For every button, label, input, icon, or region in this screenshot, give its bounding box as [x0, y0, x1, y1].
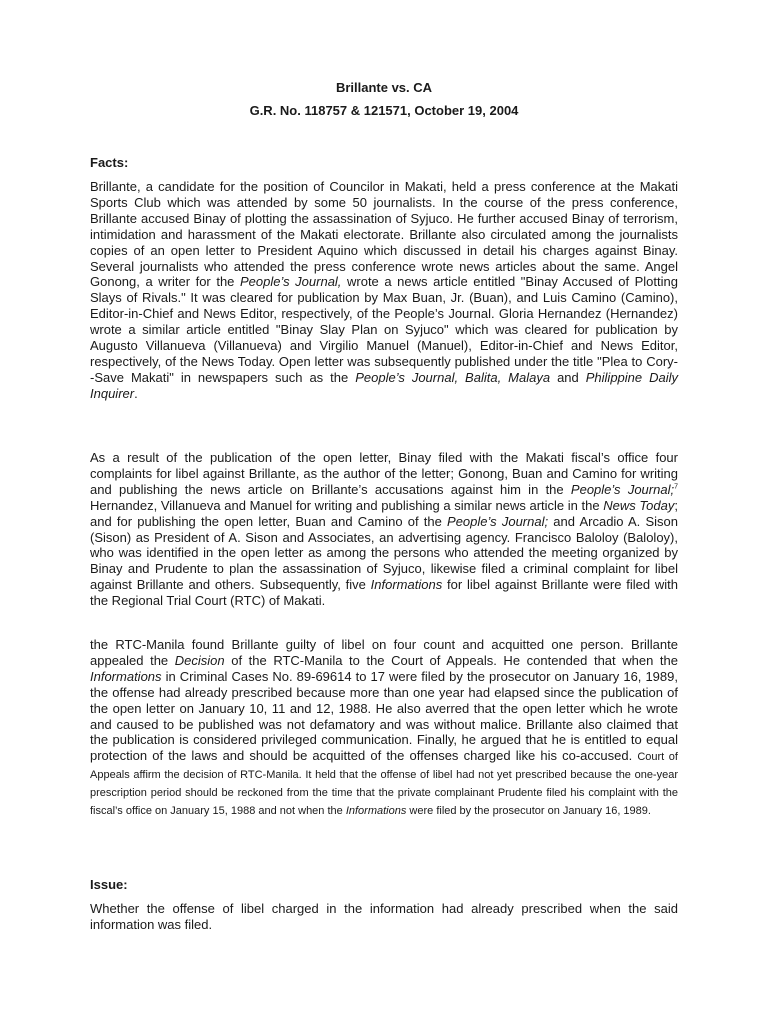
case-citation: G.R. No. 118757 & 121571, October 19, 2004: [249, 103, 519, 118]
footnote-ref: 7: [674, 483, 678, 491]
facts-heading: Facts:: [90, 155, 129, 170]
court-of-appeals-ruling: Court of Appeals affirm the decision of RTC-Manila. It held that the offense of libel had not yet prescribed because the one-year prescription period should be reckoned from the time that the private complainant Prudente filed his complaint with the fiscal’s office on January 15, 1988 and not when the Informations were filed by the prosecutor on January 16, 1989.: [90, 751, 678, 818]
issue-paragraph: Whether the offense of libel charged in the information had already prescribed when the said information was filed.: [90, 901, 678, 932]
facts-paragraph-1: Brillante, a candidate for the position of Councilor in Makati, held a press conference at the Makati Sports Club which was attended by some 50 journalists. In the course of the press conference, Brillante accused Binay of plotting the assassination of Syjuco. He further accused Binay of terrorism, intimidation and harassment of the Makati electorate. Brillante also circulated among the journalists copies of an open letter to President Aquino which discussed in detail his charges against Binay. Several journalists who attended the press conference wrote news articles about the same. Angel Gonong, a writer for the People’s Journal, wrote a news article entitled "Binay Accused of Plotting Slays of Rivals." It was cleared for publication by Max Buan, Jr. (Buan), and Luis Camino (Camino), Editor-in-Chief and News Editor, respectively, of the People’s Journal. Gloria Hernandez (Hernandez) wrote a similar article entitled "Binay Slay Plan on Syjuco" which was cleared for publication by Augusto Villanueva (Villanueva) and Virgilio Manuel (Manuel), Editor-in-Chief and News Editor, respectively, of the News Today. Open letter was subsequently published under the title "Plea to Cory--Save Makati" in newspapers such as the People’s Journal, Balita, Malaya and Philippine Daily Inquirer.: [90, 179, 678, 401]
issue-heading: Issue:: [90, 877, 128, 892]
facts-paragraph-3: the RTC-Manila found Brillante guilty of libel on four count and acquitted one person. Brillante appealed the Decision of the RTC-Manila to the Court of Appeals. He contended that when the Informations in Criminal Cases No. 89-69614 to 17 were filed by the prosecutor on January 16, 1989, the offense had already prescribed because more than one year had elapsed since the publication of the open letter on January 10, 11 and 12, 1988. He also averred that the open letter which he wrote and caused to be published was not defamatory and was without malice. Brillante also claimed that the publication is considered privileged communication. Finally, he argued that he is entitled to equal protection of the laws and should be acquitted of the offenses charged like his co-accused. Court of Appeals affirm the decision of RTC-Manila. It held that the offense of libel had not yet prescribed because the one-year prescription period should be reckoned from the time that the private complainant Prudente filed his complaint with the fiscal’s office on January 15, 1988 and not when the Informations were filed by the prosecutor on January 16, 1989.: [90, 637, 678, 818]
case-title: Brillante vs. CA: [335, 80, 433, 95]
facts-paragraph-2: As a result of the publication of the open letter, Binay filed with the Makati fiscal’s office four complaints for libel against Brillante, as the author of the letter; Gonong, Buan and Camino for writing and publishing the news article on Brillante’s accusations against him in the People’s Journal;$^7$ Hernandez, Villanueva and Manuel for writing and publishing a similar news article in the News Today; and for publishing the open letter, Buan and Camino of the People’s Journal; and Arcadio A. Sison (Sison) as President of A. Sison and Associates, an advertising agency. Francisco Baloloy (Baloloy), who was identified in the open letter as among the persons who attended the meeting organized by Binay and Prudente to plan the assassination of Syjuco, likewise filed a criminal complaint for libel against Brillante and others. Subsequently, five Informations for libel against Brillante were filed with the Regional Trial Court (RTC) of Makati.: [90, 450, 679, 609]
